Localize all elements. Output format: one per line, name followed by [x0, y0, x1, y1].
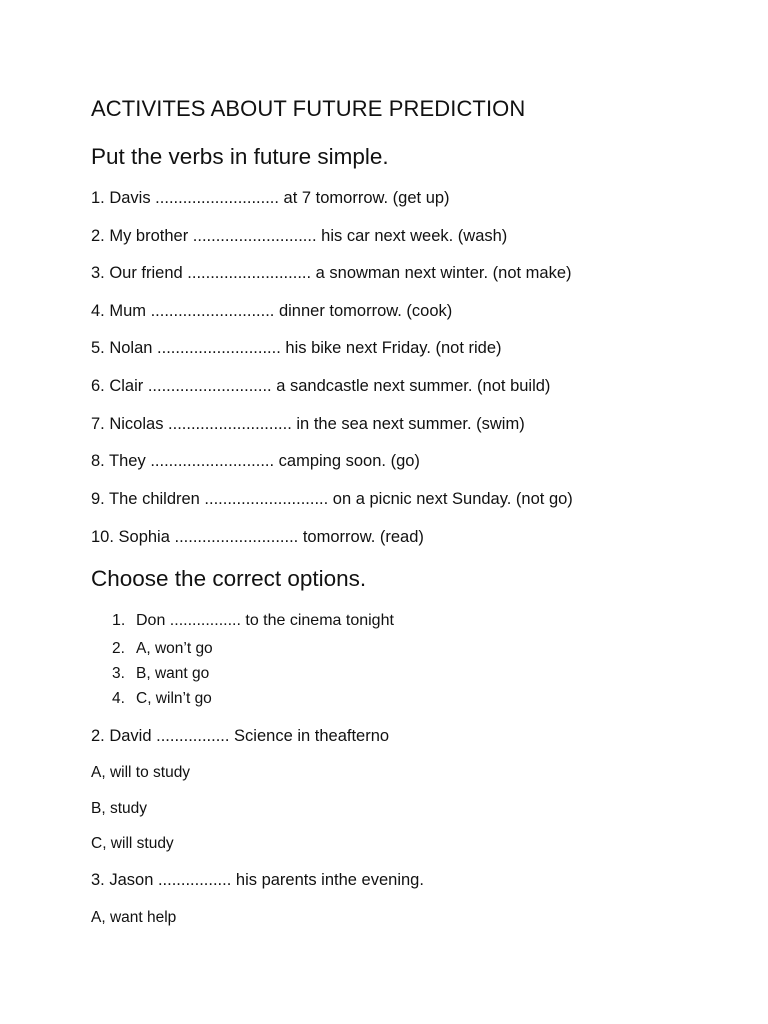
numbered-list-item	[112, 612, 394, 630]
exercise-item: 2. My brother ........................... his car next week. (wash)	[91, 227, 508, 245]
numbered-list-item	[112, 640, 213, 658]
exercise-item: 1. Davis ........................... at 7 tomorrow. (get up)	[91, 189, 450, 207]
page-title: ACTIVITES ABOUT FUTURE PREDICTION	[91, 96, 526, 121]
option-line: A, will to study	[91, 764, 191, 781]
question-david: 2. David ................ Science in theafterno	[91, 727, 390, 745]
list-text: C, wiln’t go	[136, 690, 212, 707]
exercise-item: 6. Clair ........................... a sandcastle next summer. (not build)	[91, 377, 551, 395]
list-number: 2.	[112, 640, 125, 657]
exercise-item: 10. Sophia ........................... tomorrow. (read)	[91, 528, 424, 546]
section-heading-future-simple: Put the verbs in future simple.	[91, 144, 389, 169]
option-line: A, want help	[91, 909, 177, 926]
exercise-item: 4. Mum ........................... dinner tomorrow. (cook)	[91, 302, 453, 320]
list-number: 4.	[112, 690, 125, 707]
list-text: B, want go	[136, 665, 210, 682]
option-line: B, study	[91, 800, 147, 817]
exercise-item: 8. They ........................... camping soon. (go)	[91, 452, 420, 470]
option-line: C, will study	[91, 835, 174, 852]
list-text: Don ................ to the cinema tonight	[136, 612, 394, 629]
list-number: 1.	[112, 612, 126, 629]
exercise-item: 3. Our friend ........................... a snowman next winter. (not make)	[91, 264, 572, 282]
numbered-list-item	[112, 665, 209, 683]
exercise-item: 7. Nicolas ........................... in the sea next summer. (swim)	[91, 415, 525, 433]
question-jason: 3. Jason ................ his parents inthe evening.	[91, 871, 424, 889]
numbered-list-item	[112, 690, 212, 708]
section-heading-choose-options: Choose the correct options.	[91, 566, 367, 591]
list-text: A, won’t go	[136, 640, 213, 657]
exercise-item: 5. Nolan ........................... his bike next Friday. (not ride)	[91, 339, 502, 357]
list-number: 3.	[112, 665, 125, 682]
exercise-item: 9. The children ........................... on a picnic next Sunday. (not go)	[91, 490, 573, 508]
